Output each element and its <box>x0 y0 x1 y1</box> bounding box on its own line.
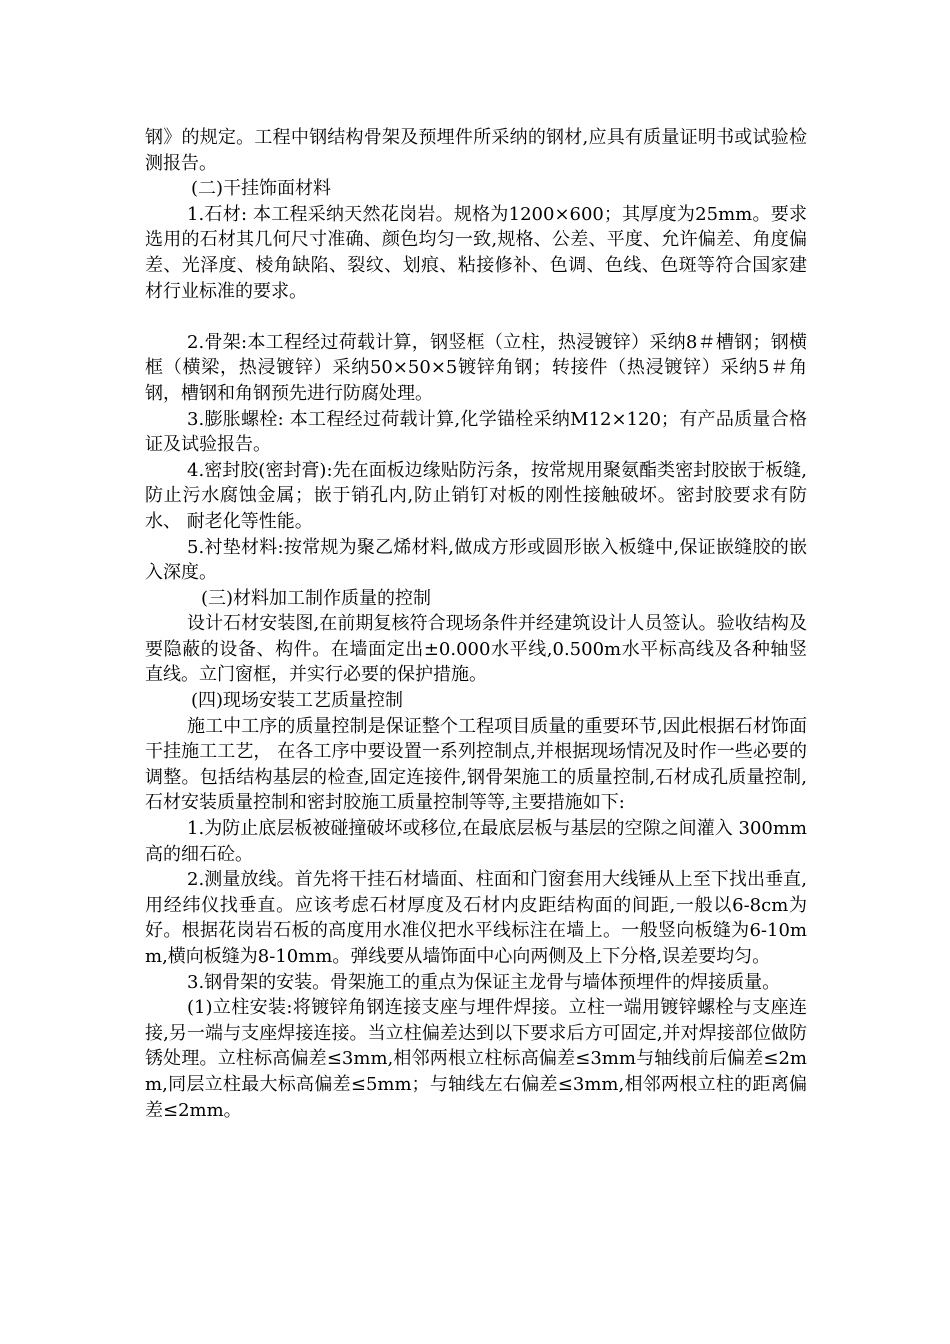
paragraph-step-1: 1.为防止底层板被碰撞破坏或移位,在最底层板与基层的空隙之间灌入 300mm高的细石砼。 <box>145 818 807 865</box>
paragraph-continuation: 钢》的规定。工程中钢结构骨架及预埋件所采纳的钢材,应具有质量证明书或试验检测报告。 <box>145 127 807 174</box>
paragraph-sealant: 4.密封胶(密封膏):先在面板边缘贴防污条，按常规用聚氨酯类密封胶嵌于板缝,防止污水腐蚀金属；嵌于销孔内,防止销钉对板的刚性接触破坏。密封胶要求有防水、 耐老化等性能。 <box>145 459 807 532</box>
section-heading-2: (二)干挂饰面材料 <box>191 178 332 200</box>
blank-line <box>145 304 807 330</box>
paragraph-step-3: 3.钢骨架的安装。骨架施工的重点为保证主龙骨与墙体预埋件的焊接质量。 <box>187 971 781 993</box>
section-heading-4: (四)现场安装工艺质量控制 <box>191 690 404 712</box>
paragraph-design: 设计石材安装图,在前期复核符合现场条件并经建筑设计人员签认。验收结构及要隐蔽的设备、构件。在墙面定出±0.000水平线,0.500m水平标高线及各种轴竖直线。立门窗框，并实行必要的保护措施。 <box>145 613 807 686</box>
section-heading-3: (三)材料加工制作质量的控制 <box>201 587 432 609</box>
paragraph-frame: 2.骨架:本工程经过荷载计算，钢竖框（立柱，热浸镀锌）采纳8＃槽钢；钢横框（横梁，热浸镀锌）采纳50×50×5镀锌角钢；转接件（热浸镀锌）采纳5＃角钢，槽钢和角钢预先进行防腐处理。 <box>145 331 807 404</box>
paragraph-step-2: 2.测量放线。首先将干挂石材墙面、柱面和门窗套用大线锤从上至下找出垂直,用经纬仪找垂直。应该考虑石材厚度及石材内皮距结构面的间距,一般以6-8cm为好。根据花岗岩石板的高度用水准仪把水平线标注在墙上。一般竖向板缝为6-10mm,横向板缝为8-10mm。弹线要从墙饰面中心向两侧及上下分格,误差要均匀。 <box>145 869 807 967</box>
paragraph-bolt: 3.膨胀螺栓: 本工程经过荷载计算,化学锚栓采纳M12×120；有产品质量合格证及试验报告。 <box>145 408 807 456</box>
document-body <box>145 125 807 1123</box>
paragraph-column-install: (1)立柱安装:将镀锌角钢连接支座与埋件焊接。立柱一端用镀锌螺栓与支座连接,另一端与支座焊接连接。当立柱偏差达到以下要求后方可固定,并对焊接部位做防锈处理。立柱标高偏差≤3mm,相邻两根立柱标高偏差≤3mm与轴线前后偏差≤2mm,同层立柱最大标高偏差≤5mm；与轴线左右偏差≤3mm,相邻两根立柱的距离偏差≤2mm。 <box>145 997 807 1121</box>
paragraph-backing: 5.衬垫材料:按常规为聚乙烯材料,做成方形或圆形嵌入板缝中,保证嵌缝胶的嵌入深度。 <box>145 536 807 584</box>
paragraph-stone: 1.石材: 本工程采纳天然花岗岩。规格为1200×600；其厚度为25mm。要求选用的石材其几何尺寸准确、颜色均匀一致,规格、公差、平度、允许偏差、角度偏差、光泽度、棱角缺陷、裂纹、划痕、粘接修补、色调、色线、色斑等符合国家建材行业标准的要求。 <box>145 203 807 302</box>
paragraph-process: 施工中工序的质量控制是保证整个工程项目质量的重要环节,因此根据石材饰面干挂施工工艺， 在各工序中要设置一系列控制点,并根据现场情况及时作一些必要的调整。包括结构基层的检查,固定连接件,钢骨架施工的质量控制,石材成孔质量控制,石材安装质量控制和密封胶施工质量控制等等,主要措施如下: <box>145 715 807 814</box>
